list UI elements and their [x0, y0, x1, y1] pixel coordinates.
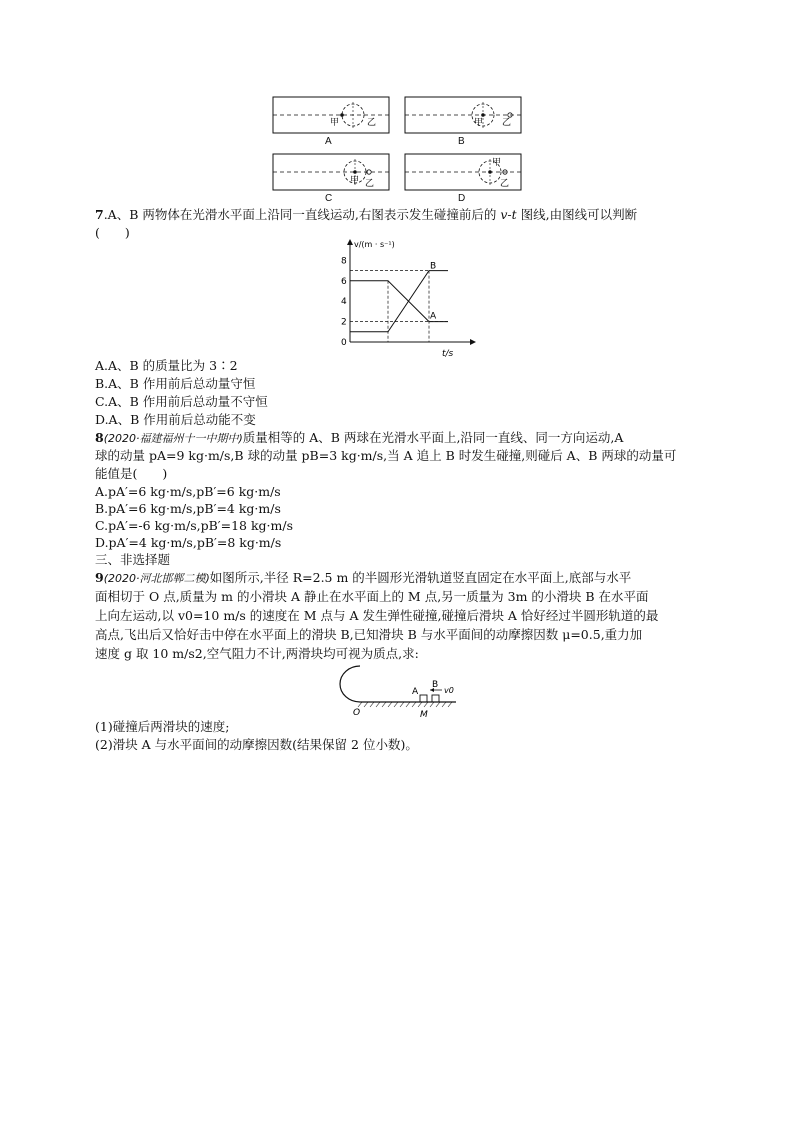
y-axis-label: v/(m · s⁻¹)	[354, 240, 395, 249]
q7-vt: v-t	[500, 207, 517, 222]
q6-b-label2: 乙	[502, 118, 512, 128]
block-b	[432, 695, 439, 702]
q6-option-figures	[270, 94, 524, 194]
series-label-B: B	[430, 261, 437, 272]
q9-sub1: (1)碰撞后两滑块的速度;	[95, 719, 230, 734]
q6-caption-d: D	[458, 193, 466, 204]
q8-stem-line1	[95, 429, 623, 448]
q6-figure-a	[273, 97, 389, 133]
q9-line5: 速度 g 取 10 m/s2,空气阻力不计,两滑块均可视为质点,求:	[95, 646, 419, 661]
q6-d-label2: 乙	[500, 179, 510, 189]
y-axis-arrow	[347, 239, 353, 245]
q6-d-label1: 甲	[492, 158, 502, 168]
q9-number: 9	[95, 570, 104, 585]
q7-option-c: C.A、B 作用前后总动量不守恒	[95, 394, 268, 409]
q6-caption-a: A	[325, 136, 332, 147]
q9-line3: 上向左运动,以 v0=10 m/s 的速度在 M 点与 A 发生弹性碰撞,碰撞后滑块 A 恰好经过半圆形轨道的最	[95, 608, 659, 623]
q8-option-b: B.pA′=6 kg·m/s,pB′=4 kg·m/s	[95, 501, 281, 516]
y-tick-label-6: 6	[341, 276, 347, 287]
q8-option-d: D.pA′=4 kg·m/s,pB′=8 kg·m/s	[95, 535, 282, 550]
q7-option-d: D.A、B 作用前后总动能不变	[95, 412, 256, 427]
q8-option-c: C.pA′=-6 kg·m/s,pB′=18 kg·m/s	[95, 518, 293, 533]
q7-stem-text: .A、B 两物体在光滑水平面上沿同一直线运动,右图表示发生碰撞前后的	[103, 207, 501, 222]
q9-figure	[334, 662, 460, 720]
q9-line1	[95, 569, 631, 588]
q6-b-label1: 甲	[474, 118, 484, 128]
q9-source: (2020·河北邯郸二模)	[103, 572, 210, 585]
q8-stem-line3: 能值是( )	[95, 466, 168, 481]
q7-number: 7	[95, 207, 104, 222]
q9-text1: 如图所示,半径 R=2.5 m 的半圆形光滑轨道竖直固定在水平面上,底部与水平	[209, 570, 632, 585]
q8-option-a: A.pA′=6 kg·m/s,pB′=6 kg·m/s	[95, 484, 281, 499]
q7-option-b: B.A、B 作用前后总动量守恒	[95, 376, 256, 391]
label-m: M	[420, 710, 428, 720]
q7-stem-end: 图线,由图线可以判断	[516, 207, 638, 222]
x-axis-label: t/s	[442, 349, 454, 359]
x-axis-arrow	[470, 339, 476, 345]
q8-stem-text1: 质量相等的 A、B 两球在光滑水平面上,沿同一直线、同一方向运动,A	[242, 430, 624, 445]
section-heading: 三、非选择题	[95, 552, 171, 567]
label-b: B	[432, 680, 439, 690]
series-label-A: A	[430, 311, 437, 322]
label-a: A	[412, 687, 419, 697]
vt-chart	[330, 236, 480, 360]
q6-c-label2: 乙	[365, 179, 375, 189]
q6-a-label2: 乙	[367, 118, 377, 128]
label-o: O	[353, 708, 361, 718]
q6-a-label1: 甲	[330, 118, 340, 128]
q9-line4: 高点,飞出后又恰好击中停在水平面上的滑块 B,已知滑块 B 与水平面间的动摩擦因数 μ=0.5,重力加	[95, 627, 643, 642]
y-tick-label-0: 0	[341, 338, 347, 348]
q8-stem-line2: 球的动量 pA=9 kg·m/s,B 球的动量 pB=3 kg·m/s,当 A 追上 B 时发生碰撞,则碰后 A、B 两球的动量可	[95, 448, 677, 463]
y-tick-label-2: 2	[341, 317, 347, 328]
q7-stem-line1	[95, 206, 637, 224]
q6-c-label1: 甲	[350, 176, 360, 186]
q9-line2: 面相切于 O 点,质量为 m 的小滑块 A 静止在水平面上的 M 点,另一质量为 3m 的小滑块 B 在水平面	[95, 589, 649, 604]
q6-caption-c: C	[325, 193, 333, 204]
series-B	[350, 271, 448, 332]
q7-stem-line2: ( )	[95, 225, 130, 240]
block-a	[420, 695, 427, 702]
q6-figure-d	[405, 154, 521, 190]
q6-caption-b: B	[458, 136, 465, 147]
y-tick-label-4: 4	[341, 297, 347, 308]
q8-source: (2020·福建福州十一中期中)	[103, 432, 243, 445]
q6-figure-c	[273, 154, 389, 190]
label-v0: v0	[444, 686, 454, 695]
q6-figure-b	[405, 97, 521, 133]
q8-number: 8	[95, 430, 104, 445]
q9-sub2: (2)滑块 A 与水平面间的动摩擦因数(结果保留 2 位小数)。	[95, 737, 418, 752]
y-tick-label-8: 8	[341, 256, 347, 267]
q7-option-a: A.A、B 的质量比为 3∶2	[95, 358, 238, 373]
